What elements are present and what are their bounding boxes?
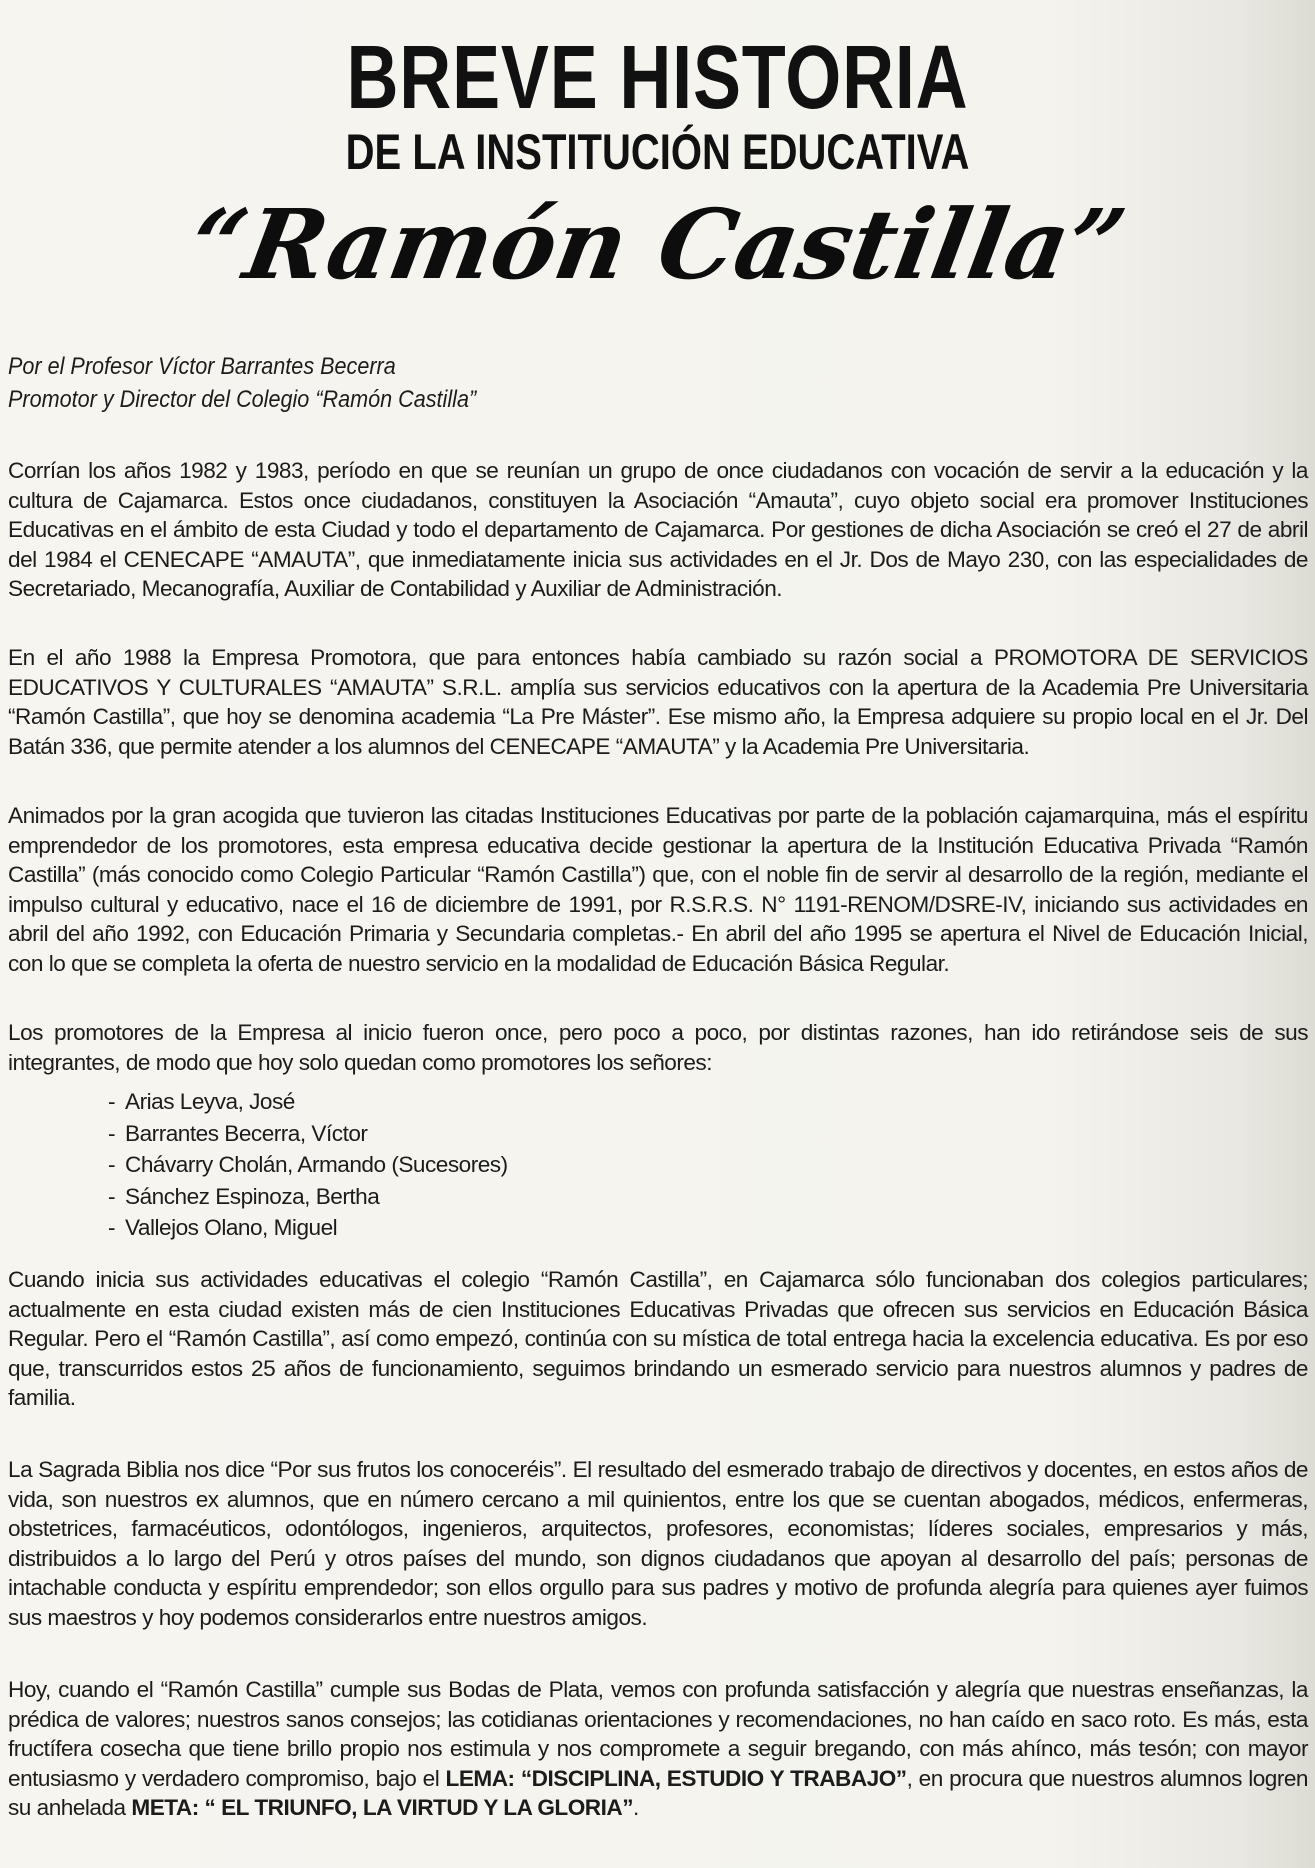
title-school-name: “Ramón Castilla” [181,188,1134,301]
title-subtitle: DE LA INSTITUCIÓN EDUCATIVA [345,124,970,180]
paragraph-4: Los promotores de la Empresa al inicio fueron once, pero poco a poco, por distintas razones, han ido retirándose seis de sus integrantes, de modo que hoy solo quedan como promotores los señores: [8,1020,1308,1075]
lema-label: LEMA: [445,1765,515,1791]
paragraph-6: La Sagrada Biblia nos dice “Por sus frutos los conoceréis”. El resultado del esmerado trabajo de directivos y docentes, en estos años de vida, son nuestros ex alumnos, que en número cercano a mil quinientos, entre los que se cuentan abogados, médicos, enfermeras, obstetrices, farmacéuticos, odontólogos, ingenieros, arquitectos, profesores, economistas; líderes sociales, empresarios y más, distribuidos a lo largo del Perú y otros países del mundo, son dignos ciudadanos que apoyan al desarrollo del país; personas de intachable conducta y espíritu emprendedor; son ellos orgullo para sus padres y motivo de profunda alegría para quienes ayer fuimos sus maestros y hoy podemos considerarlos entre nuestros amigos. [8,1457,1308,1630]
paragraph-3: Animados por la gran acogida que tuvieron las citadas Instituciones Educativas por parte de la población cajamarquina, más el espíritu emprendedor de los promotores, esta empresa educativa decide gestionar la apertura de la Institución Educativa Privada “Ramón Castilla” (más conocido como Colegio Particular “Ramón Castilla”) que, con el noble fin de servir al desarrollo de la región, mediante el impulso cultural y educativo, nace el 16 de diciembre de 1991, por R.S.R.S. N° 1191-RENOM/DSRE-IV, iniciando sus actividades en abril del año 1992, con Educación Primaria y Secundaria completas.- En abril del año 1995 se apertura el Nivel de Educación Inicial, con lo que se completa la oferta de nuestro servicio en la modalidad de Educación Básica Regular. [8,803,1308,976]
list-item: - Sánchez Espinoza, Bertha [108,1183,380,1209]
promoters-list [108,1086,508,1244]
list-item: - Arias Leyva, José [108,1089,295,1114]
author-role: Promotor y Director del Colegio “Ramón Castilla” [8,386,477,413]
paragraph-5: Cuando inicia sus actividades educativas el colegio “Ramón Castilla”, en Cajamarca sólo funcionaban dos colegios particulares; actualmente en esta ciudad existen más de cien Instituciones Educativas Privadas que ofrecen sus servicios en Educación Básica Regular. Pero el “Ramón Castilla”, así como empezó, continúa con su mística de total entrega hacia la excelencia educativa. Es por eso que, transcurridos estos 25 años de funcionamiento, seguimos brindando un esmerado servicio para nuestros alumnos y padres de familia. [8,1267,1308,1411]
list-item: - Vallejos Olano, Miguel [108,1215,338,1240]
paragraph-7: Hoy, cuando el “Ramón Castilla” cumple sus Bodas de Plata, vemos con profunda satisfacción y alegría que nuestras enseñanzas, la prédica de valores; nuestros sanos consejos; las cotidianas orientaciones y recomendaciones, no han caído en saco roto. Es más, esta fructífera cosecha que tiene brillo propio nos estimula y nos compromete a seguir bregando, con más ahínco, más tesón; con mayor entusiasmo y verdadero compromiso, bajo el LEMA: “DISCIPLINA, ESTUDIO Y TRABAJO”, en procura que nuestros alumnos logren su anhelada META: “ EL TRIUNFO, LA VIRTUD Y LA GLORIA”. [8,1677,1308,1821]
list-item: - Chávarry Cholán, Armando (Sucesores) [108,1152,508,1177]
list-item: - Barrantes Becerra, Víctor [108,1120,368,1146]
lema-text: “DISCIPLINA, ESTUDIO Y TRABAJO” [514,1765,907,1791]
author-block [8,350,476,416]
meta-label: META: [131,1795,199,1821]
title-main: BREVE HISTORIA [346,28,969,128]
meta-text: “ EL TRIUNFO, LA VIRTUD Y LA GLORIA” [198,1795,633,1821]
paragraph-2: En el año 1988 la Empresa Promotora, que para entonces había cambiado su razón social a PROMOTORA DE SERVICIOS EDUCATIVOS Y CULTURALES “AMAUTA” S.R.L. amplía sus servicios educativos con la apertura de la Academia Pre Universitaria “Ramón Castilla”, que hoy se denomina academia “La Pre Máster”. Ese mismo año, la Empresa adquiere su propio local en el Jr. Del Batán 336, que permite atender a los alumnos del CENECAPE “AMAUTA” y la Academia Pre Universitaria. [8,645,1308,759]
author-name: Por el Profesor Víctor Barrantes Becerra [8,353,396,380]
paragraph-1: Corrían los años 1982 y 1983, período en que se reunían un grupo de once ciudadanos con vocación de servir a la educación y la cultura de Cajamarca. Estos once ciudadanos, constituyen la Asociación “Amauta”, cuyo objeto social era promover Instituciones Educativas en el ámbito de esta Ciudad y todo el departamento de Cajamarca. Por gestiones de dicha Asociación se creó el 27 de abril del 1984 el CENECAPE “AMAUTA”, que inmediatamente inicia sus actividades en el Jr. Dos de Mayo 230, con las especialidades de Secretariado, Mecanografía, Auxiliar de Contabilidad y Auxiliar de Administración. [8,458,1308,602]
